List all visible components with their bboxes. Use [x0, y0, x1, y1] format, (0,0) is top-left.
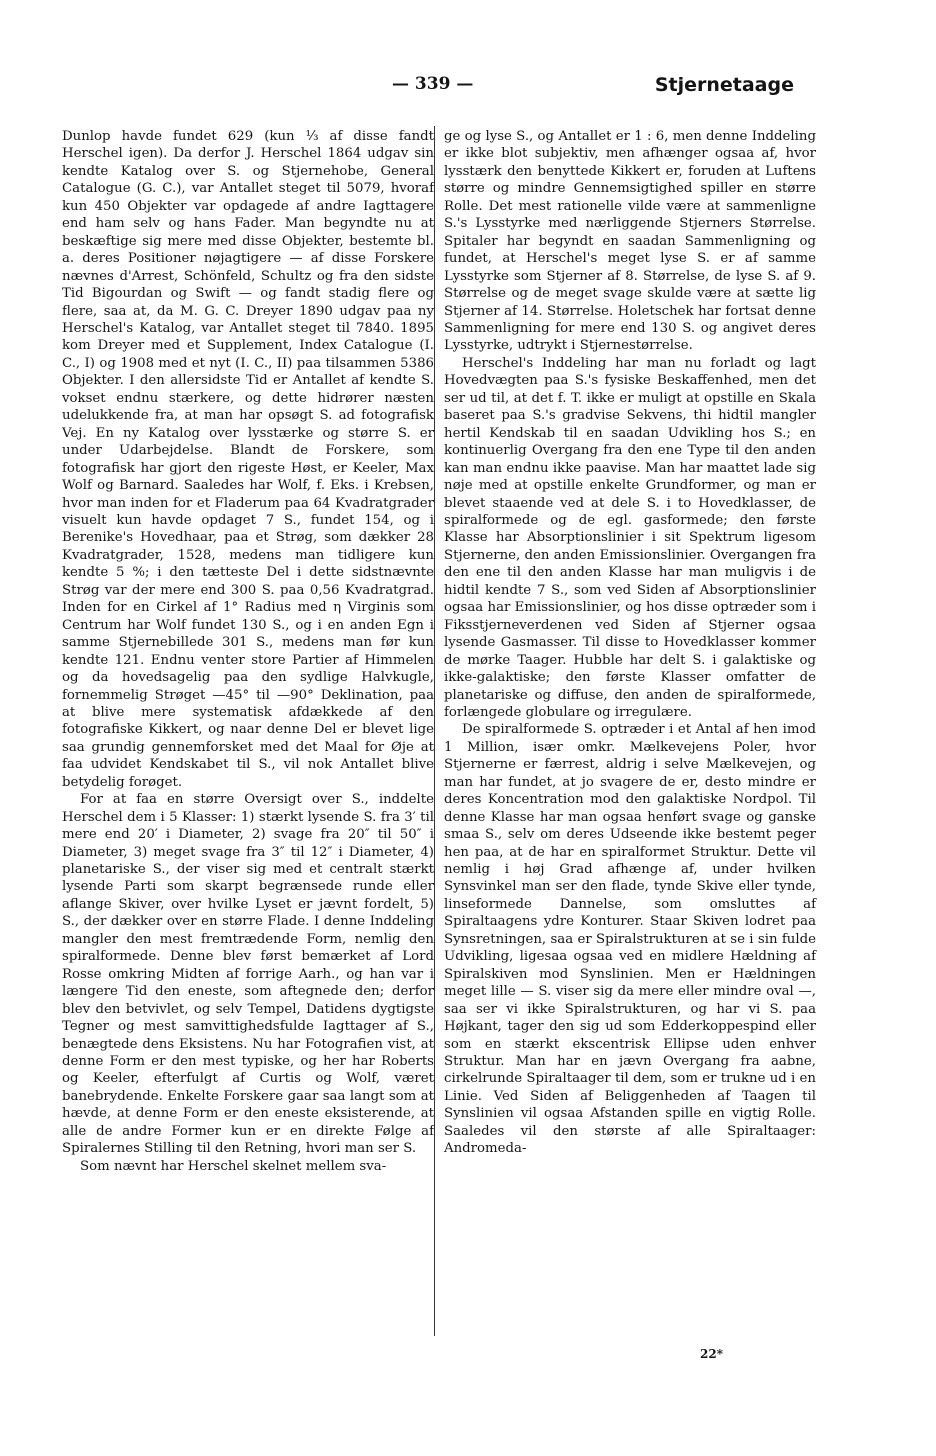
page-number: — 339 —: [392, 74, 474, 94]
paragraph: ge og lyse S., og Antallet er 1 : 6, men denne Inddeling er ikke blot subjektiv, men afhænger ogsaa af, hvor lysstærk den benyttede Kikkert er, foruden at Luftens større og mindre Gennemsigtighed spiller en større Rolle. Det mest rationelle vilde være at sammenligne S.'s Lysstyrke med nærliggende Stjerners Størrelse. Spitaler har begyndt en saadan Sammenligning og fundet, at Herschel's meget lyse S. er af samme Lysstyrke som Stjerner af 8. Størrelse, de lyse S. af 9. Størrelse og de meget svage skulde være at sætte lig Stjerner af 14. Størrelse. Holetschek har fortsat denne Sammenligning for mere end 130 S. og angivet deres Lysstyrke, udtrykt i Stjernestørrelse.: [444, 129, 816, 354]
running-title: Stjernetaage: [654, 74, 794, 96]
paragraph: Dunlop havde fundet 629 (kun ⅓ af disse fandt Herschel igen). Da derfor J. Herschel 1864 udgav sin kendte Katalog over S. og Stjernehobe, General Catalogue (G. C.), var Antallet steget til 5079, hvoraf kun 450 Objekter var opdagede af andre Iagttagere end ham selv og hans Fader. Man begyndte nu at beskæftige sig mere med disse Objekter, bestemte bl. a. deres Positioner nøjagtigere — af disse Forskere nævnes d'Arrest, Schönfeld, Schultz og fra den sidste Tid Bigourdan og Swift — og fandt stadig flere og flere, saa at, da M. G. C. Dreyer 1890 udgav paa ny Herschel's Katalog, var Antallet steget til 7840. 1895 kom Dreyer med et Supplement, Index Catalogue (I. C., I) og 1908 med et nyt (I. C., II) paa tilsammen 5386 Objekter. I den allersidste Tid er Antallet af kendte S. vokset endnu stærkere, og dette hidrører næsten udelukkende fra, at man har opsøgt S. ad fotografisk Vej. En ny Katalog over lysstærke og større S. er under Udarbejdelse. Blandt de Forskere, som fotografisk har gjort den rigeste Høst, er Keeler, Max Wolf og Barnard. Saaledes har Wolf, f. Eks. i Krebsen, hvor man inden for et Fladerum paa 64 Kvadratgrader visuelt kun havde opdaget 7 S., fundet 154, og i Berenike's Hovedhaar, paa et Strøg, som dækker 28 Kvadratgrader, 1528, medens man tidligere kun kendte 5 %; i den tætteste Del i dette sidstnævnte Strøg var der mere end 300 S. paa 0,56 Kvadratgrad. Inden for en Cirkel af 1° Radius med η Virginis som Centrum har Wolf fundet 130 S., og i en anden Egn i samme Stjernebillede 301 S., medens man før kun kendte 121. Endnu venter store Partier af Himmelen og da hovedsagelig paa den sydlige Halvkugle, fornemmelig Strøget —45° til —90° Deklination, paa at blive mere systematisk afdækkede af den fotografiske Kikkert, og naar denne Del er blevet lige saa grundig gennemforsket med det Maal for Øje at faa udvidet Kendskabet til S., vil nok Antallet blive betydelig forøget.: [62, 129, 434, 790]
paragraph: Som nævnt har Herschel skelnet mellem sva-: [80, 1158, 387, 1174]
paragraph: De spiralformede S. optræder i et Antal af hen imod 1 Million, især omkr. Mælkevejens Poler, hvor Stjernerne er færrest, aldrig i selve Mælkevejen, og man har fundet, at jo svagere de er, desto mindre er deres Koncentration mod den galaktiske Nordpol. Til denne Klasse har man ogsaa henført svage og ganske smaa S., selv om deres Udseende ikke bestemt peger hen paa, at de har en spiralformet Struktur. Dette vil nemlig i høj Grad afhænge af, under hvilken Synsvinkel man ser den flade, tynde Skive eller tynde, linseformede Dannelse, som omsluttes af Spiraltaagens ydre Konturer. Staar Skiven lodret paa Synsretningen, saa er Spiralstrukturen at se i sin fulde Udvikling, ligesaa ogsaa ved en midlere Hældning af Spiralskiven mod Synslinien. Men er Hældningen meget lille — S. viser sig da mere eller mindre oval —, saa ser vi ikke Spiralstrukturen, og har vi S. paa Højkant, tager den sig ud som Edderkoppespind eller som en stærkt ekscentrisk Ellipse uden enhver Struktur. Man har en jævn Overgang fra aabne, cirkelrunde Spiraltaager til dem, som er trukne ud i en Linie. Ved Siden af Beliggenheden af Taagen til Synslinien vil ogsaa Afstanden spille en vigtig Rolle. Saaledes vil den største af alle Spiraltaager: Andromeda-: [444, 722, 816, 1157]
column-divider: [434, 126, 435, 1336]
left-column: [62, 128, 434, 1175]
signature-mark: 22*: [700, 1347, 723, 1361]
paragraph: For at faa en større Oversigt over S., inddelte Herschel dem i 5 Klasser: 1) stærkt lysende S. fra 3′ til mere end 20′ i Diameter, 2) svage fra 20″ til 50″ i Diameter, 3) meget svage fra 3″ til 12″ i Diameter, 4) planetariske S., der viser sig med et centralt stærkt lysende Parti som skarpt begrænsede runde eller aflange Skiver, over hvilke Lyset er jævnt fordelt, 5) S., der dækker over en større Flade. I denne Inddeling mangler den mest fremtrædende Form, nemlig den spiralformede. Denne blev først bemærket af Lord Rosse omkring Midten af forrige Aarh., og han var i længere Tid den eneste, som aftegnede den; derfor blev den betvivlet, og selv Tempel, Datidens dygtigste Tegner og mest samvittighedsfulde Iagttager af S., benægtede dens Eksistens. Nu har Fotografien vist, at denne Form er den mest typiske, og her har Roberts og Keeler, efterfulgt af Curtis og Wolf, været banebrydende. Enkelte Forskere gaar saa langt som at hævde, at denne Form er den eneste eksisterende, at alle de andre Former kun er en direkte Følge af Spiralernes Stilling til den Retning, hvori man ser S.: [62, 792, 434, 1157]
paragraph: Herschel's Inddeling har man nu forladt og lagt Hovedvægten paa S.'s fysiske Beskaffenhed, men det ser ud til, at det f. T. ikke er muligt at opstille en Skala baseret paa S.'s gradvise Sekvens, thi hidtil mangler hertil Kendskab til en saadan Udvikling hos S.; en kontinuerlig Overgang fra den ene Type til den anden kan man endnu ikke paavise. Man har maattet lade sig nøje med at opstille enkelte Grundformer, og man er blevet staaende ved at dele S. i to Hovedklasser, de spiralformede og de egl. gasformede; den første Klasse har Absorptionslinier i sit Spektrum ligesom Stjernerne, den anden Emissionslinier. Overgangen fra den ene til den anden Klasse har man muligvis i de hidtil kendte 7 S., som ved Siden af Absorptionslinier ogsaa har Emissionslinier, og hos disse optræder som i Fiksstjerneverdenen ved Siden af Stjerner ogsaa lysende Gasmasser. Til disse to Hovedklasser kommer de mørke Taager. Hubble har delt S. i galaktiske og ikke-galaktiske; den første Klasser omfatter de planetariske og diffuse, den anden de spiralformede, forlængede globulare og irregulære.: [444, 355, 816, 720]
right-column: [444, 128, 816, 1158]
